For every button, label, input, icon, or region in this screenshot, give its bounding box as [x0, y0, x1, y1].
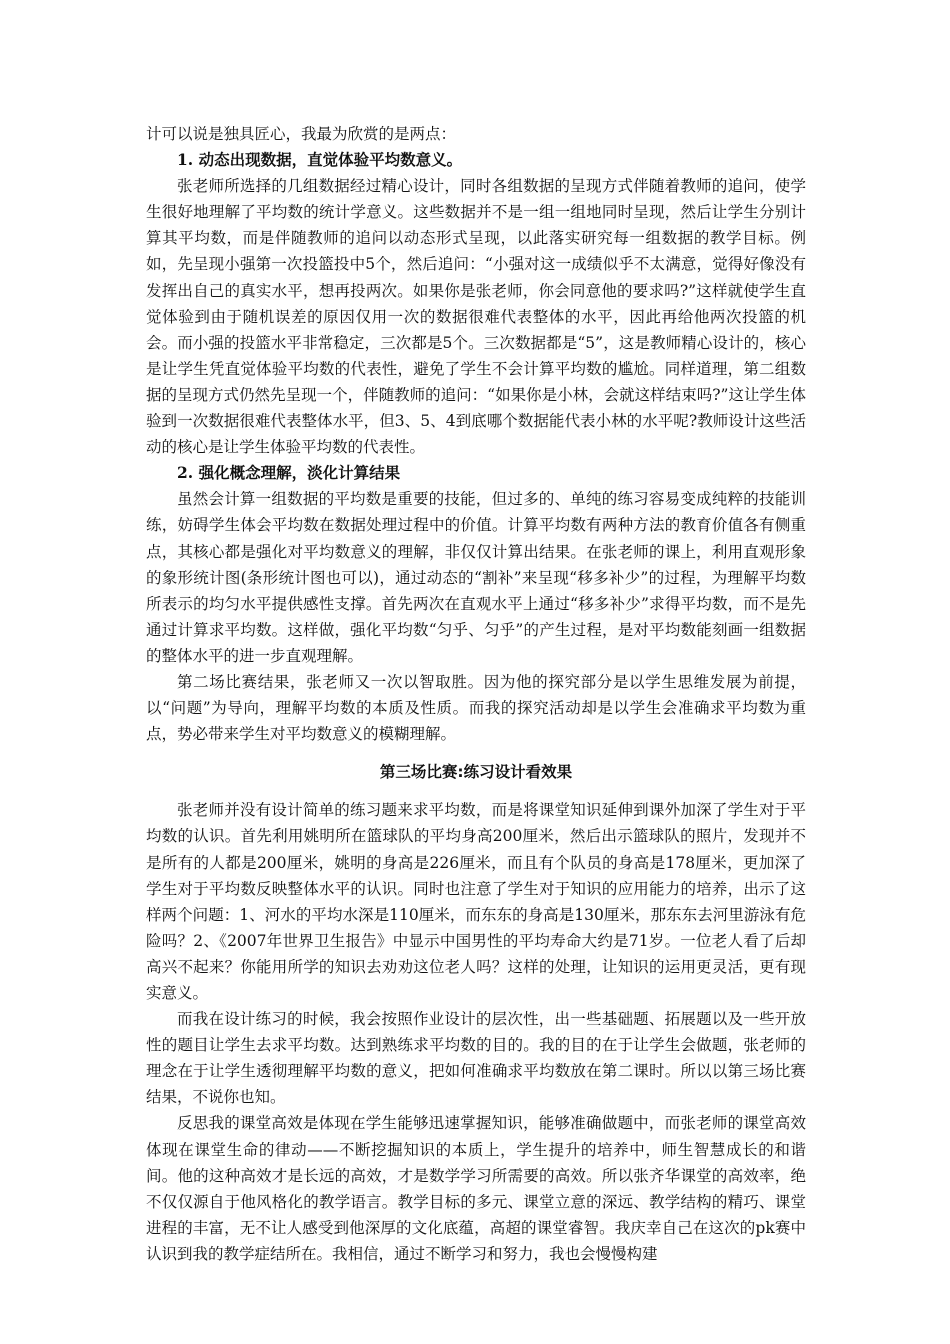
section3-paragraph-1: 张老师并没有设计简单的练习题来求平均数，而是将课堂知识延伸到课外加深了学生对于平均数的认识。首先利用姚明所在篮球队的平均身高200厘米，然后出示篮球队的照片，发现并不是所有的人都是200厘米，姚明的身高是226厘米，而且有个队员的身高是178厘米，更加深了学生对于平均数反映整体水平的认识。同时也注意了学生对于知识的应用能力的培养，出示了这样两个问题：1、河水的平均水深是110厘米，而东东的身高是130厘米，那东东去河里游泳有危险吗？2、《2007年世界卫生报告》中显示中国男性的平均寿命大约是71岁。一位老人看了后却高兴不起来？你能用所学的知识去劝劝这位老人吗？这样的处理，让知识的运用更灵活，更有现实意义。 — [146, 801, 806, 1002]
point1-body: 张老师所选择的几组数据经过精心设计，同时各组数据的呈现方式伴随着教师的追问，使学生很好地理解了平均数的统计学意义。这些数据并不是一组一组地同时呈现，然后让学生分别计算其平均数，而是伴随教师的追问以动态形式呈现，以此落实研究每一组数据的教学目标。例如，先呈现小强第一次投篮投中5个，然后追问：“小强对这一成绩似乎不太满意，觉得好像没有发挥出自己的真实水平，想再投两次。如果你是张老师，你会同意他的要求吗?”这样就使学生直觉体验到由于随机误差的原因仅用一次的数据很难代表整体的水平，因此再给他两次投篮的机会。而小强的投篮水平非常稳定，三次都是5个。三次数据都是“5”，这是教师精心设计的，核心是让学生凭直觉体验平均数的代表性，避免了学生不会计算平均数的尴尬。同样道理，第二组数据的呈现方式仍然先呈现一个，伴随教师的追问：“如果你是小林，会就这样结束吗?”这让学生体验到一次数据很难代表整体水平，但3、5、4到底哪个数据能代表小林的水平呢?教师设计这些活动的核心是让学生体验平均数的代表性。 — [146, 177, 806, 457]
intro-line: 计可以说是独具匠心，我最为欣赏的是两点： — [146, 125, 457, 143]
point1-heading: 1. 动态出现数据，直觉体验平均数意义。 — [177, 150, 463, 170]
section3-paragraph-2: 而我在设计练习的时候，我会按照作业设计的层次性，出一些基础题、拓展题以及一些开放性的题目让学生去求平均数。达到熟练求平均数的目的。我的目的在于让学生会做题，张老师的理念在于让学生透彻理解平均数的意义，把如何准确求平均数放在第二课时。所以以第三场比赛结果，不说你也知。 — [146, 1010, 806, 1107]
section3-title: 第三场比赛:练习设计看效果 — [379, 763, 573, 782]
point2-heading: 2. 强化概念理解，淡化计算结果 — [177, 463, 401, 483]
round2-conclusion: 第二场比赛结果，张老师又一次以智取胜。因为他的探究部分是以学生思维发展为前提，以“问题”为导向，理解平均数的本质及性质。而我的探究活动却是以学生会准确求平均数为重点，势必带来学生对平均数意义的模糊理解。 — [146, 672, 806, 744]
point2-body: 虽然会计算一组数据的平均数是重要的技能，但过多的、单纯的练习容易变成纯粹的技能训练，妨碍学生体会平均数在数据处理过程中的价值。计算平均数有两种方法的教育价值各有侧重点，其核心都是强化对平均数意义的理解，非仅仅计算出结果。在张老师的课上，利用直观形象的象形统计图(条形统计图也可以)，通过动态的“割补”来呈现“移多补少”的过程，为理解平均数所表示的均匀水平提供感性支撑。首先两次在直观水平上通过“移多补少”求得平均数，而不是先通过计算求平均数。这样做，强化平均数“匀乎、匀乎”的产生过程，是对平均数能刻画一组数据的整体水平的进一步直观理解。 — [146, 490, 806, 665]
document-page — [146, 121, 806, 1267]
section3-paragraph-3: 反思我的课堂高效是体现在学生能够迅速掌握知识，能够准确做题中，而张老师的课堂高效体现在课堂生命的律动——不断挖掘知识的本质上，学生提升的培养中，师生智慧成长的和谐间。他的这种高效才是长远的高效，才是数学学习所需要的高效。所以张齐华课堂的高效率，绝不仅仅源自于他风格化的教学语言。教学目标的多元、课堂立意的深远、教学结构的精巧、课堂进程的丰富，无不让人感受到他深厚的文化底蕴，高超的课堂睿智。我庆幸自己在这次的pk赛中认识到我的教学症结所在。我相信，通过不断学习和努力，我也会慢慢构建 — [146, 1114, 806, 1263]
